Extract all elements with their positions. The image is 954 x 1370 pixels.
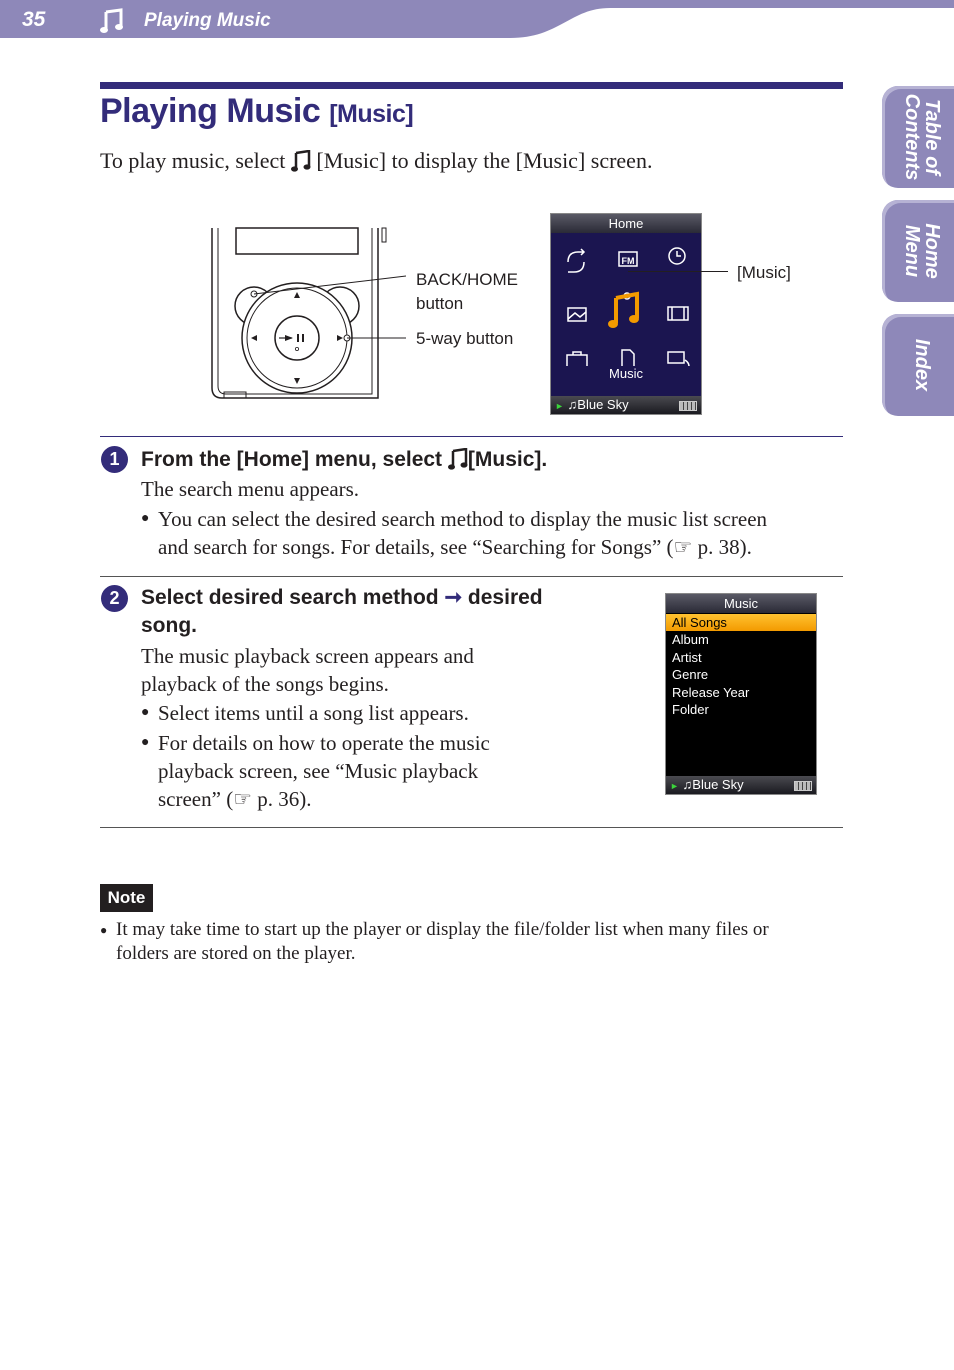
step2-body-line2: playback of the songs begins. — [141, 672, 389, 696]
step1-heading — [141, 446, 547, 474]
music-note-icon-selected — [608, 293, 639, 328]
home-screen-selected-label: Music — [609, 366, 643, 381]
video-icon — [668, 307, 688, 320]
now-playing-title: Blue Sky — [692, 777, 744, 792]
document-icon — [622, 350, 634, 366]
callout-back-home — [416, 268, 518, 316]
step1-bullet-line1: ● You can select the desired search method to display the music list screen — [158, 507, 768, 531]
step2-heading-a: Select desired search method — [141, 586, 439, 609]
section-title: Playing Music — [144, 10, 271, 31]
callout-back-line2: button — [416, 294, 464, 313]
tab-label-line2: Contents — [901, 93, 923, 181]
arrow-right-icon: ➞ — [444, 586, 463, 609]
tab-label-line1: Table of — [921, 99, 943, 175]
step1-rule — [100, 436, 843, 437]
now-playing-title: Blue Sky — [577, 397, 629, 412]
step1-heading-before: From the [Home] menu, select — [141, 448, 443, 471]
tab-label: Index — [911, 338, 933, 392]
home-screen-title: Home — [551, 214, 701, 233]
intro-text — [100, 148, 652, 174]
callout-music: [Music] — [737, 263, 791, 282]
step2-heading-b: desired — [467, 586, 543, 609]
menu-item-release-year: Release Year — [672, 685, 750, 700]
note-badge: Note — [100, 884, 153, 912]
battery-icon — [794, 781, 812, 791]
step1-number-badge: 1 — [101, 446, 128, 473]
battery-icon — [679, 401, 697, 411]
tab-label-line1: Home — [921, 223, 943, 279]
step2-bullet2 — [141, 729, 578, 813]
svg-text:FM: FM — [621, 256, 635, 266]
title-rule — [100, 82, 843, 89]
step2-rule — [100, 576, 843, 577]
tab-label-line2: Menu — [901, 224, 923, 278]
step1-bullet-line2-wrap — [158, 533, 858, 561]
tab-index[interactable] — [882, 314, 954, 416]
page-title — [100, 92, 413, 131]
shuffle-icon — [568, 249, 584, 272]
step2-bullet2-line2: playback screen, see “Music playback — [158, 759, 479, 783]
step2-page-ref[interactable]: p. 36). — [257, 787, 312, 811]
menu-item-album: Album — [672, 632, 709, 647]
callout-line-music — [628, 271, 728, 272]
step2-heading-line2: song. — [141, 614, 197, 637]
intro-before: To play music, select — [100, 148, 286, 173]
step2-end-rule — [100, 827, 843, 828]
music-note-icon — [100, 8, 124, 34]
intro-after: [Music] to display the [Music] screen. — [316, 148, 653, 173]
tab-table-of-contents[interactable] — [882, 86, 954, 188]
music-note-icon — [291, 150, 311, 172]
music-menu-screen-illustration — [665, 593, 817, 795]
step2-heading — [141, 584, 571, 640]
tab-home-menu[interactable] — [882, 200, 954, 302]
music-note-icon — [448, 448, 468, 470]
music-screen-title: Music — [666, 594, 816, 613]
home-menu-icon-grid — [551, 236, 701, 366]
step2-body — [141, 642, 571, 698]
playlist-icon — [668, 352, 684, 363]
note-text — [100, 918, 840, 966]
settings-toolbox-icon — [567, 355, 587, 366]
note-line1: ● It may take time to start up the player or display the file/folder list when many files or — [116, 919, 769, 940]
step2-bullet2-line3 — [158, 785, 578, 813]
now-playing-bar — [666, 776, 816, 794]
step1-heading-after: [Music]. — [467, 448, 548, 471]
step2-bullet2-line3-a: screen” ( — [158, 787, 234, 811]
callout-back-line1: BACK/HOME — [416, 270, 519, 289]
step2-number-badge: 2 — [101, 585, 128, 612]
step2-bullet2-line1: ● For details on how to operate the music — [158, 731, 490, 755]
title-main: Playing Music — [100, 92, 321, 130]
menu-item-folder: Folder — [672, 702, 709, 717]
callout-5way: 5-way button — [416, 329, 514, 348]
player-device-illustration — [206, 226, 406, 402]
menu-item-genre: Genre — [672, 667, 709, 682]
step2-bullet1: ● Select items until a song list appears. — [141, 699, 578, 727]
home-screen-illustration — [550, 213, 702, 415]
play-icon: ► — [670, 781, 679, 791]
music-callout-line — [620, 262, 660, 282]
step1-page-ref[interactable]: p. 38). — [697, 535, 752, 559]
menu-item-all-songs: All Songs — [666, 614, 816, 631]
page-header — [0, 0, 954, 40]
step1-bullet — [141, 505, 858, 561]
title-suffix: [Music] — [329, 100, 414, 128]
note-icon: ♫ — [567, 397, 578, 412]
step1-bullet-line2: and search for songs. For details, see “Searching for Songs” ( — [158, 535, 674, 559]
play-icon: ► — [555, 401, 564, 411]
menu-item-artist: Artist — [672, 650, 702, 665]
now-playing-bar — [551, 396, 701, 414]
note-icon: ♫ — [682, 777, 693, 792]
step1-body: The search menu appears. — [141, 477, 360, 501]
pointing-hand-icon: ☞ — [233, 787, 253, 811]
step2-body-line1: The music playback screen appears and — [141, 644, 474, 668]
note-line2: folders are stored on the player. — [116, 943, 356, 964]
pointing-hand-icon: ☞ — [673, 535, 693, 559]
page-number: 35 — [22, 8, 46, 31]
